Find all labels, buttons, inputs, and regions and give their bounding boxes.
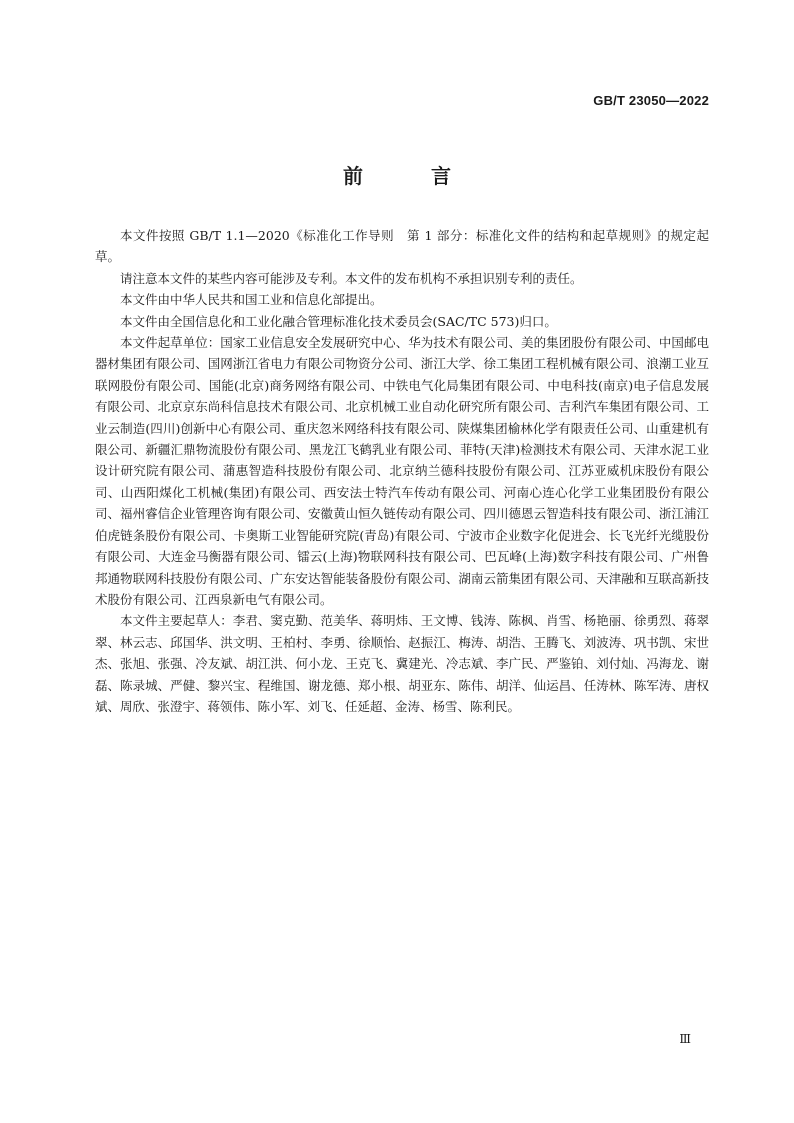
paragraph-proposer: 本文件由中华人民共和国工业和信息化部提出。 [120,292,383,308]
paragraph-drafters: 本文件主要起草人：李君、窦克勤、范美华、蒋明炜、王文博、钱涛、陈枫、肖雪、杨艳丽、徐勇烈、蒋翠翠、林云志、邱国华、洪文明、王柏村、李勇、徐顺怡、赵振江、梅涛、胡浩、王腾飞、刘波涛、巩书凯、宋世杰、张旭、张强、冷友斌、胡江洪、何小龙、王克飞、冀建光、冷志斌、李广民、严鉴铂、刘付灿、冯海龙、谢磊、陈录城、严健、黎兴宝、程维国、谢龙德、郑小根、胡亚东、陈伟、胡洋、仙运昌、任涛林、陈军涛、唐权斌、周欣、张澄宇、蒋领伟、陈小军、刘飞、任延超、金涛、杨雪、陈利民。 [95,613,709,714]
paragraph-drafting-rules: 本文件按照 GB/T 1.1—2020《标准化工作导则 第 1 部分：标准化文件的结构和起草规则》的规定起草。 [95,228,709,265]
paragraph-drafting-units: 本文件起草单位：国家工业信息安全发展研究中心、华为技术有限公司、美的集团股份有限公司、中国邮电器材集团有限公司、国网浙江省电力有限公司物资分公司、浙江大学、徐工集团工程机械有限公司、浪潮工业互联网股份有限公司、国能(北京)商务网络有限公司、中铁电气化局集团有限公司、中电科技(南京)电子信息发展有限公司、北京京东尚科信息技术有限公司、北京机械工业自动化研究所有限公司、吉利汽车集团有限公司、工业云制造(四川)创新中心有限公司、重庆忽米网络科技有限公司、陕煤集团榆林化学有限责任公司、山重建机有限公司、新疆汇鼎物流股份有限公司、黑龙江飞鹤乳业有限公司、菲特(天津)检测技术有限公司、天津水泥工业设计研究院有限公司、蒲惠智造科技股份有限公司、北京纳兰德科技股份有限公司、江苏亚威机床股份有限公司、山西阳煤化工机械(集团)有限公司、西安法士特汽车传动有限公司、河南心连心化学工业集团股份有限公司、福州睿信企业管理咨询有限公司、安徽黄山恒久链传动有限公司、四川德恩云智造科技有限公司、浙江浦江伯虎链条股份有限公司、卡奥斯工业智能研究院(青岛)有限公司、宁波市企业数字化促进会、长飞光纤光缆股份有限公司、大连金马衡器有限公司、镭云(上海)物联网科技有限公司、巴瓦峰(上海)数字科技有限公司、广州鲁邦通物联网科技股份有限公司、广东安达智能装备股份有限公司、湖南云箭集团有限公司、天津融和互联高新技术股份有限公司、江西泉新电气有限公司。 [95,335,709,607]
standard-code: GB/T 23050—2022 [593,93,709,108]
page-number: Ⅲ [679,1032,692,1046]
paragraph-patent-notice: 请注意本文件的某些内容可能涉及专利。本文件的发布机构不承担识别专利的责任。 [120,270,583,286]
page-title: 前 言 [343,164,475,188]
foreword-body [95,225,709,717]
paragraph-committee: 本文件由全国信息化和工业化融合管理标准化技术委员会(SAC/TC 573)归口。 [120,313,557,329]
